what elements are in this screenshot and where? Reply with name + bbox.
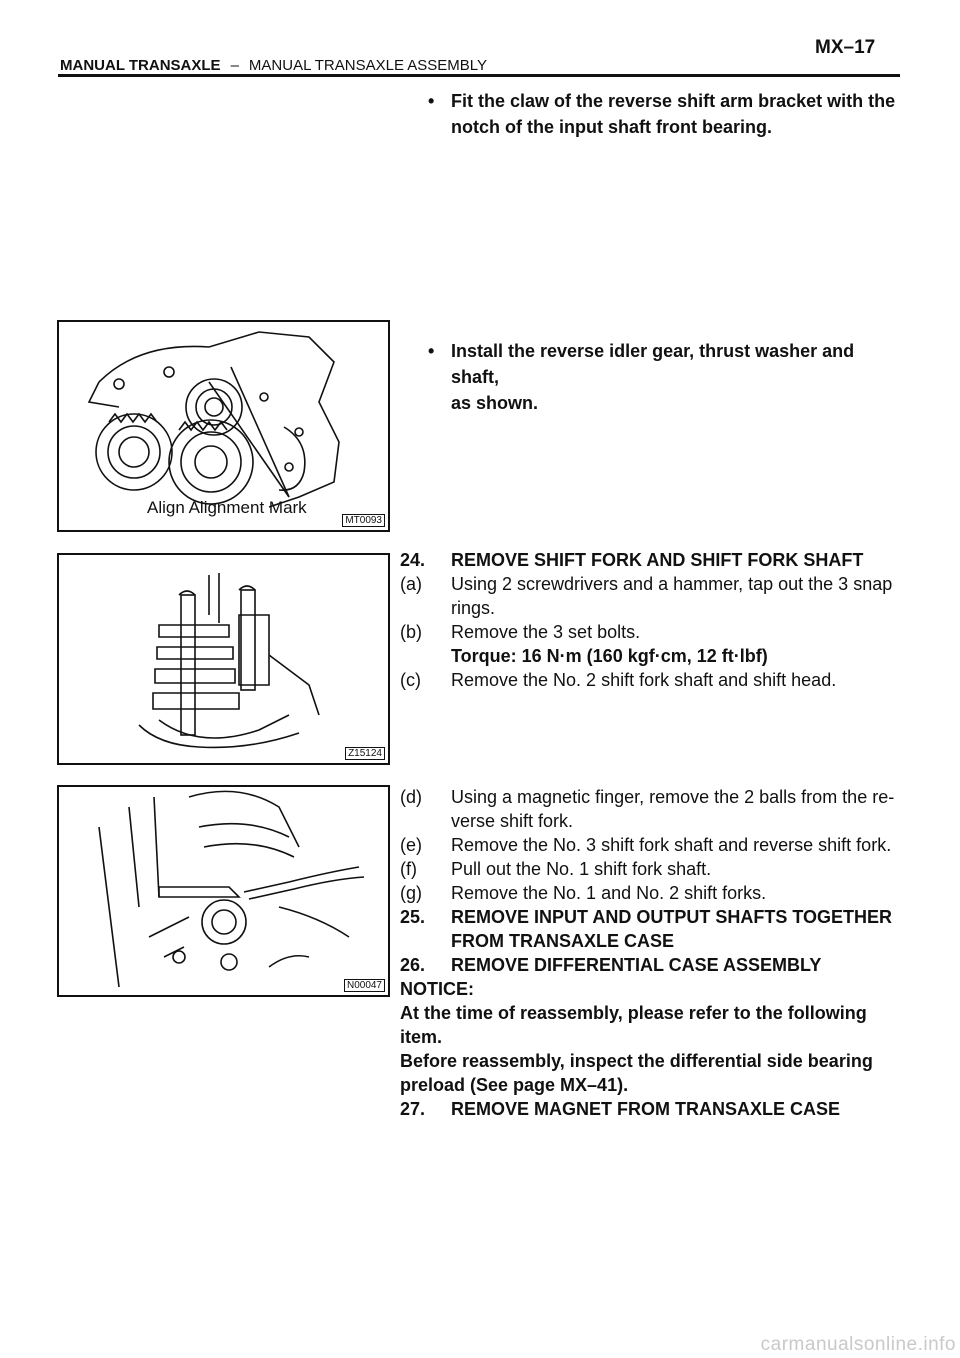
step-text: REMOVE DIFFERENTIAL CASE ASSEMBLY [451, 955, 822, 975]
step-label: (a) [400, 574, 422, 594]
step-row [400, 929, 905, 953]
step-text: Remove the No. 2 shift fork shaft and shift head. [451, 670, 837, 690]
bullet-text [451, 338, 906, 416]
watermark: carmanualsonline.info [760, 1334, 956, 1355]
steps-remove-shafts [400, 785, 905, 1121]
header-subsection: MANUAL TRANSAXLE ASSEMBLY [248, 57, 488, 74]
step-row [400, 668, 905, 692]
step-label: 27. [400, 1099, 426, 1119]
step-label: (b) [400, 622, 422, 642]
step-label: (f) [400, 859, 417, 879]
bullet-symbol: • [428, 91, 435, 111]
bullet-line: notch of the input shaft front bearing. [451, 117, 772, 137]
step-row [400, 953, 905, 977]
figure-caption: Align Alignment Mark [147, 498, 307, 517]
step-text: FROM TRANSAXLE CASE [451, 931, 675, 951]
step-label: 26. [400, 955, 426, 975]
figure-magnetic-finger [57, 785, 390, 997]
step-label: 25. [400, 907, 426, 927]
step-label: (d) [400, 787, 422, 807]
bullet-install-idler [400, 338, 905, 413]
notice-text: Before reassembly, inspect the differential side bearing [400, 1051, 873, 1071]
figure-id: Z15124 [345, 747, 385, 760]
bullet-text [451, 88, 906, 140]
bullet-line: Fit the claw of the reverse shift arm bracket with the [451, 91, 896, 111]
step-text: rings. [451, 598, 496, 618]
magnetic-finger-illustration [59, 787, 388, 995]
bullet-fit-claw [400, 88, 905, 140]
step-label: (g) [400, 883, 422, 903]
step-text: REMOVE INPUT AND OUTPUT SHAFTS TOGETHER [451, 907, 893, 927]
step-row [400, 596, 905, 620]
step-row [400, 572, 905, 596]
figure-id: N00047 [344, 979, 385, 992]
step-text: REMOVE MAGNET FROM TRANSAXLE CASE [451, 1099, 841, 1119]
page-number: MX–17 [815, 37, 876, 58]
step-text: Using a magnetic finger, remove the 2 balls from the re- [451, 787, 895, 807]
step-label: (c) [400, 670, 421, 690]
step-row [400, 857, 905, 881]
step-text: Torque: 16 N·m (160 kgf·cm, 12 ft·lbf) [451, 646, 768, 666]
step-text: REMOVE SHIFT FORK AND SHIFT FORK SHAFT [451, 550, 864, 570]
figure-shift-fork-shaft [57, 553, 390, 765]
step-row [400, 833, 905, 857]
step-row [400, 548, 905, 572]
step-row [400, 1097, 905, 1121]
step-text: Pull out the No. 1 shift fork shaft. [451, 859, 712, 879]
notice-title: NOTICE: [400, 979, 474, 999]
figure-reverse-idler-gear [57, 320, 390, 532]
shaft-illustration [59, 555, 388, 763]
bullet-line: Install the reverse idler gear, thrust washer and shaft, [451, 341, 855, 387]
step-text: Using 2 screwdrivers and a hammer, tap out the 3 snap [451, 574, 893, 594]
running-header [60, 57, 487, 74]
header-separator: – [230, 57, 239, 74]
figure-id: MT0093 [342, 514, 385, 527]
steps-remove-shift-fork [400, 548, 905, 692]
step-label: (e) [400, 835, 422, 855]
step-row [400, 785, 905, 809]
step-text: Remove the No. 3 shift fork shaft and reverse shift fork. [451, 835, 892, 855]
step-text: verse shift fork. [451, 811, 574, 831]
step-row [400, 809, 905, 833]
notice-text: At the time of reassembly, please refer to the following [400, 1003, 867, 1023]
step-row [400, 881, 905, 905]
step-label: 24. [400, 550, 426, 570]
bullet-symbol: • [428, 341, 435, 361]
header-rule [58, 74, 900, 77]
step-text: Remove the 3 set bolts. [451, 622, 641, 642]
header-section: MANUAL TRANSAXLE [60, 57, 221, 74]
torque-spec [400, 644, 905, 668]
step-row [400, 620, 905, 644]
notice-text: preload (See page MX–41). [400, 1075, 629, 1095]
notice-text: item. [400, 1027, 443, 1047]
step-row [400, 905, 905, 929]
step-text: Remove the No. 1 and No. 2 shift forks. [451, 883, 767, 903]
bullet-line: as shown. [451, 393, 539, 413]
